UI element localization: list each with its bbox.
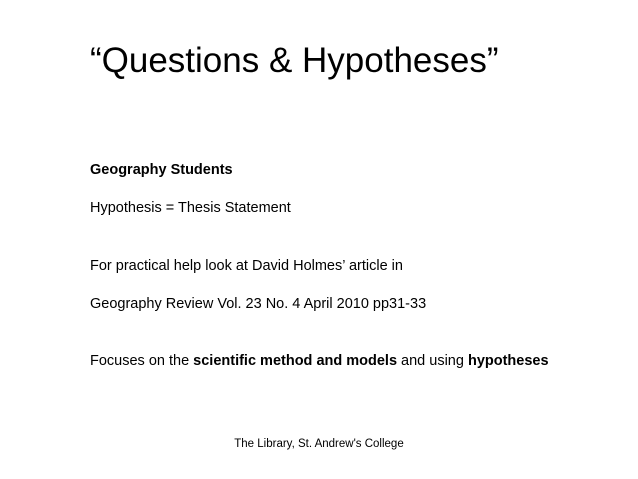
hypothesis-line: Hypothesis = Thesis Statement [90, 200, 291, 216]
slide-title: “Questions & Hypotheses” [90, 41, 499, 80]
help-line: For practical help look at David Holmes’ article in [90, 258, 403, 274]
focus-bold-hypotheses: hypotheses [467, 353, 549, 369]
slide-footer: The Library, St. Andrew's College [234, 438, 404, 450]
slide-heading: Geography Students [90, 162, 233, 178]
focus-middle: and using [397, 353, 468, 369]
focus-prefix: Focuses on the [90, 353, 194, 369]
reference-line: Geography Review Vol. 23 No. 4 April 2010 pp31-33 [90, 296, 427, 312]
focus-bold-method: scientific method and models [193, 353, 398, 369]
focus-line [90, 353, 549, 370]
